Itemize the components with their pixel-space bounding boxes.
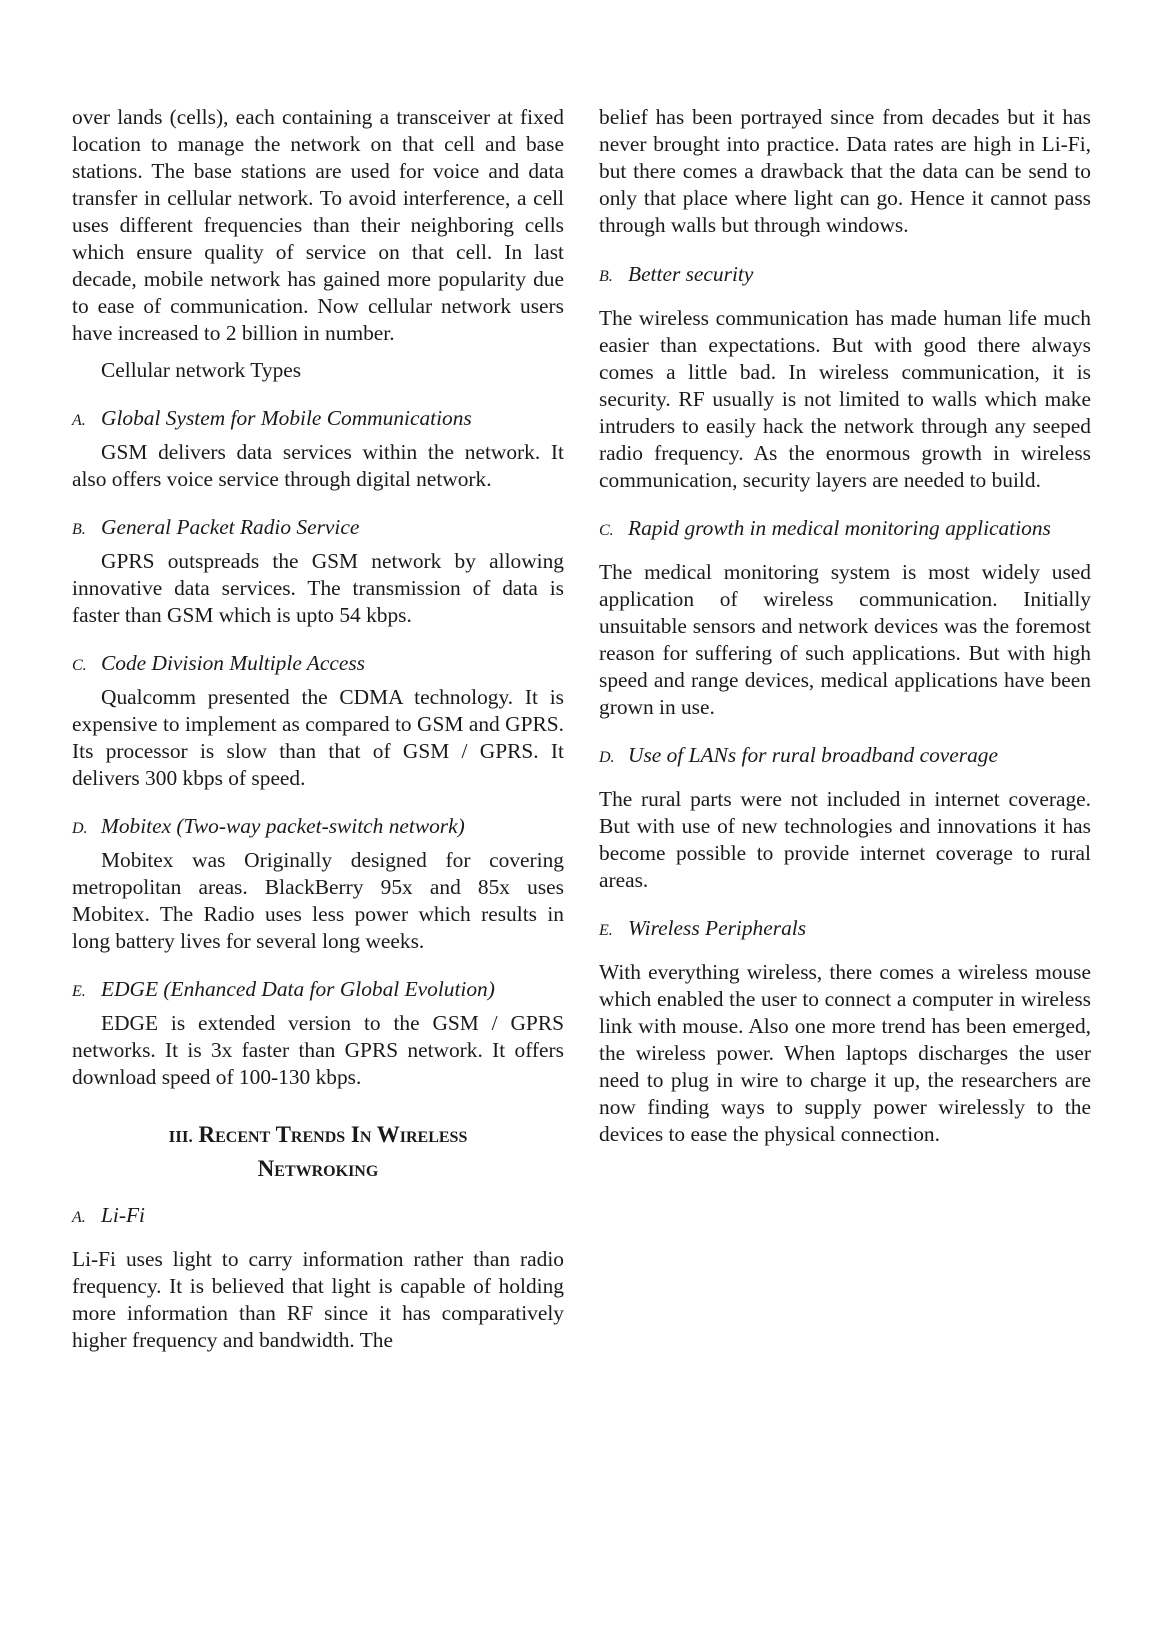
subsection-title: EDGE (Enhanced Data for Global Evolution): [101, 977, 495, 1001]
subsection-body: GPRS outspreads the GSM network by allowing innovative data services. The transmission of data is faster than GSM which is upto 54 kbps.: [72, 549, 564, 627]
subsection-letter: C.: [599, 522, 614, 539]
subsection-heading-c: [599, 515, 1091, 544]
subsection-body: GSM delivers data services within the network. It also offers voice service through digital network.: [72, 440, 564, 491]
subsection-letter: A.: [72, 412, 86, 429]
subsection-letter: D.: [72, 820, 88, 837]
subsection-body: Qualcomm presented the CDMA technology. It is expensive to implement as compared to GSM and GPRS. Its processor is slow than that of GSM / GPRS. It delivers 300 kbps of speed.: [72, 685, 564, 790]
subsection-heading-b: [599, 261, 1091, 290]
subsection-title: Wireless Peripherals: [628, 916, 807, 940]
subsection-letter: E.: [599, 922, 613, 939]
cellular-types-label: Cellular network Types: [101, 358, 302, 382]
subsection-letter: D.: [599, 749, 615, 766]
subsection-letter: B.: [72, 521, 86, 538]
subsection-heading-c: [72, 650, 564, 679]
subsection-title: Code Division Multiple Access: [101, 651, 365, 675]
subsection-heading-lifi: [72, 1202, 564, 1231]
subsection-heading-a: [72, 405, 564, 434]
subsection-body: Mobitex was Originally designed for covering metropolitan areas. BlackBerry 95x and 85x uses Mobitex. The Radio uses less power which results in long battery lives for several long weeks.: [72, 848, 564, 953]
subsection-body: The medical monitoring system is most widely used application of wireless communication. Initially unsuitable sensors and network devices was the foremost reason for suffering of such applications. But with high speed and range devices, medical applications have been grown in use.: [599, 560, 1091, 719]
section-number: III.: [168, 1127, 193, 1146]
section-title-line2: Netwroking: [257, 1156, 379, 1181]
subsection-heading-e: [599, 915, 1091, 944]
subsection-body: EDGE is extended version to the GSM / GPRS networks. It is 3x faster than GPRS network. It offers download speed of 100-130 kbps.: [72, 1011, 564, 1089]
subsection-heading-d: [72, 813, 564, 842]
subsection-heading-b: [72, 514, 564, 543]
right-column: [599, 104, 1091, 1148]
subsection-letter: A.: [72, 1209, 86, 1226]
left-column: [72, 104, 564, 1354]
subsection-title: Global System for Mobile Communications: [101, 406, 472, 430]
lifi-continued-paragraph: belief has been portrayed since from decades but it has never brought into practice. Data rates are high in Li-Fi, but there comes a drawback that the data can be send to only that place where light can go. Hence it cannot pass through walls but through windows.: [599, 105, 1091, 237]
subsection-letter: E.: [72, 983, 86, 1000]
subsection-title: Better security: [628, 262, 754, 286]
subsection-letter: C.: [72, 657, 87, 674]
intro-paragraph: over lands (cells), each containing a transceiver at fixed location to manage the network on that cell and base stations. The base stations are used for voice and data transfer in cellular network. To avoid interference, a cell uses different frequencies than their neighboring cells which ensure quality of service on that cell. In last decade, mobile network has gained more popularity due to ease of communication. Now cellular network users have increased to 2 billion in number.: [72, 105, 564, 345]
subsection-title: General Packet Radio Service: [101, 515, 360, 539]
subsection-title: Rapid growth in medical monitoring applications: [628, 516, 1051, 540]
subsection-body: The wireless communication has made human life much easier than expectations. But with good there always comes a little bad. In wireless communication, it is security. RF usually is not limited to walls which make intruders to easily hack the network through any seeped radio frequency. As the enormous growth in wireless communication, security layers are needed to build.: [599, 306, 1091, 492]
section-heading: [72, 1119, 564, 1185]
subsection-heading-d: [599, 742, 1091, 771]
subsection-title: Mobitex (Two-way packet-switch network): [101, 814, 465, 838]
subsection-title: Use of LANs for rural broadband coverage: [628, 743, 998, 767]
subsection-body: The rural parts were not included in internet coverage. But with use of new technologies and innovations it has become possible to provide internet coverage to rural areas.: [599, 787, 1091, 892]
section-title-line1: Recent Trends In Wireless: [198, 1122, 468, 1147]
subsection-heading-e: [72, 976, 564, 1005]
subsection-body: With everything wireless, there comes a wireless mouse which enabled the user to connect a computer in wireless link with mouse. Also one more trend has been emerged, the wireless power. When laptops discharges the user need to plug in wire to charge it up, the researchers are now finding ways to supply power wirelessly to the devices to ease the physical connection.: [599, 960, 1091, 1146]
lifi-body: Li-Fi uses light to carry information rather than radio frequency. It is believed that light is capable of holding more information than RF since it has comparatively higher frequency and bandwidth. The: [72, 1247, 564, 1352]
subsection-title: Li-Fi: [101, 1203, 145, 1227]
subsection-letter: B.: [599, 268, 613, 285]
